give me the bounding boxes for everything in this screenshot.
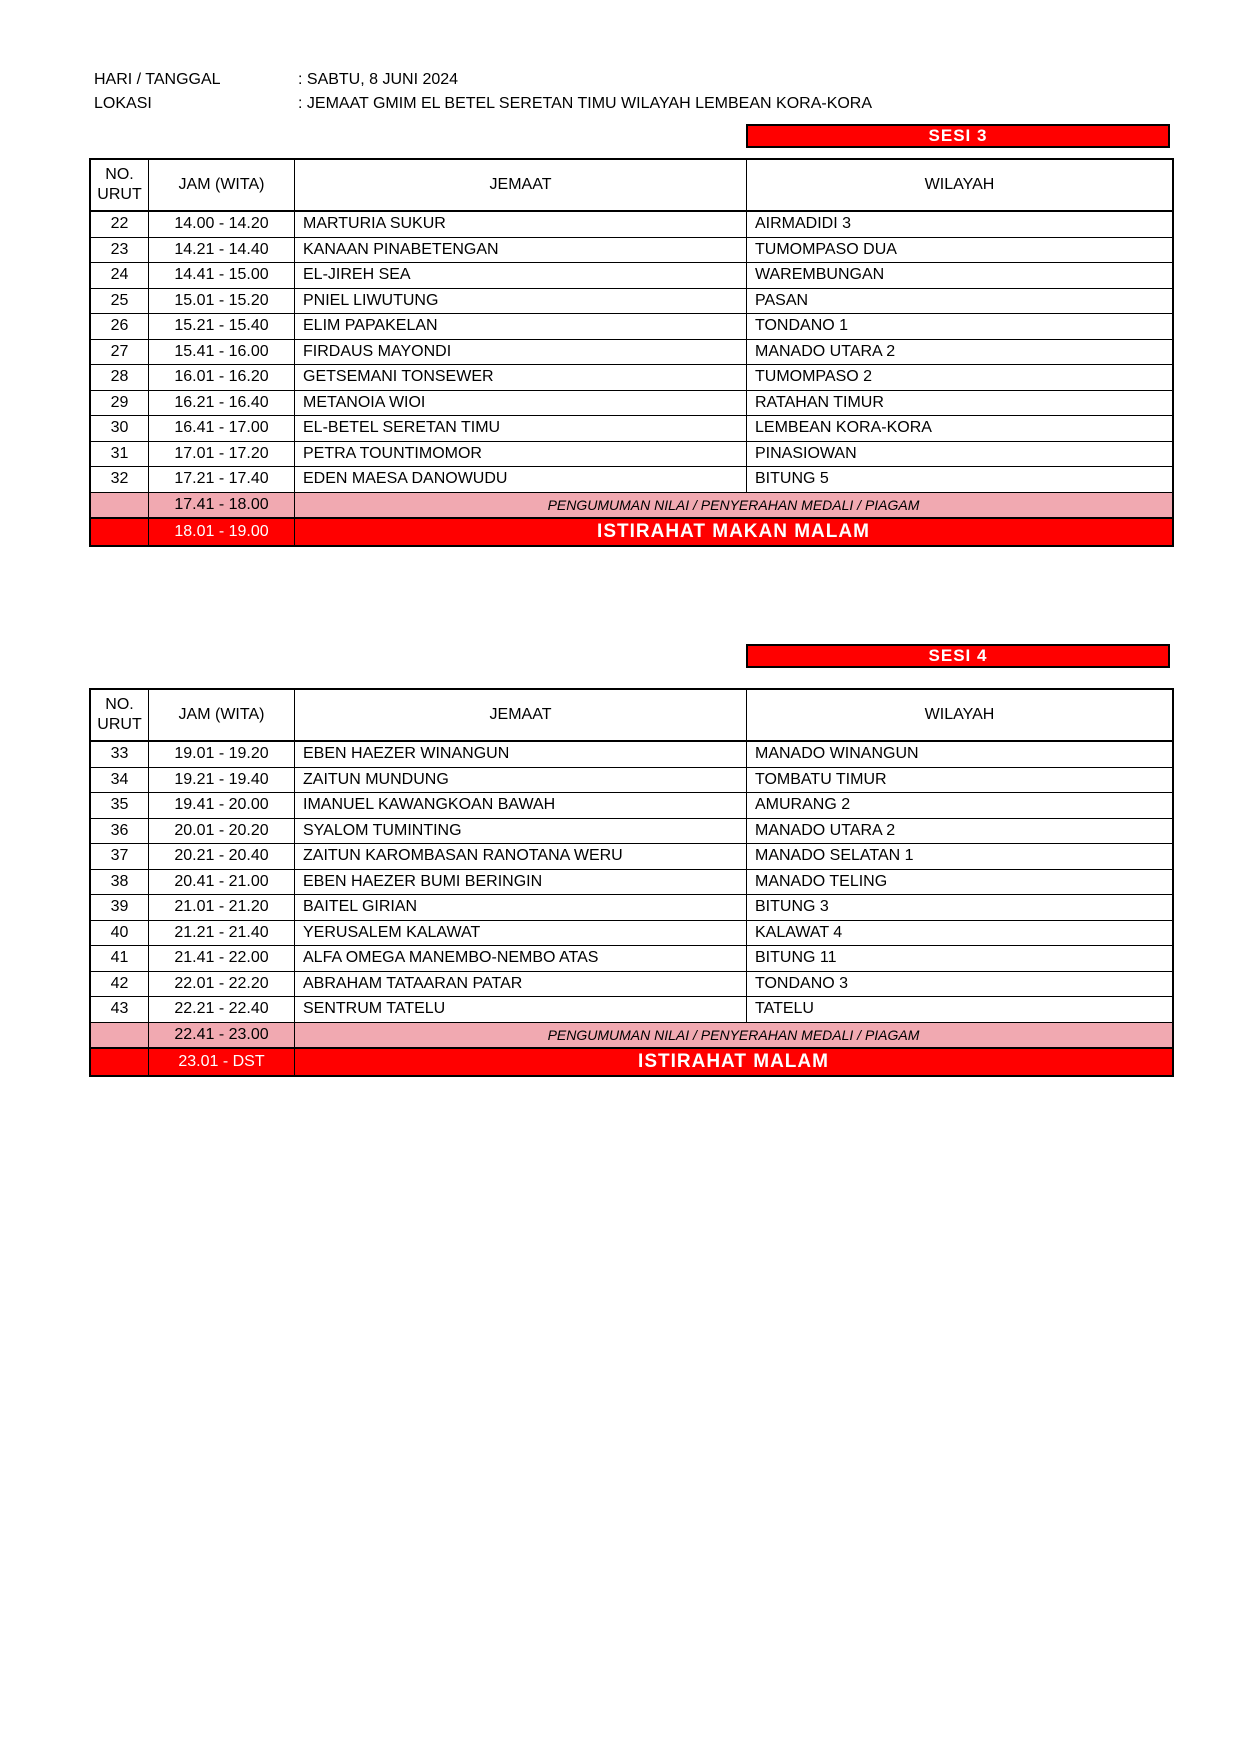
announcement-time: 17.41 - 18.00 <box>149 492 295 518</box>
break-row <box>90 1048 1173 1076</box>
cell-wilayah: TONDANO 1 <box>747 314 1174 340</box>
break-text: ISTIRAHAT MAKAN MALAM <box>295 518 1174 546</box>
cell-no: 40 <box>90 920 149 946</box>
cell-jam: 19.41 - 20.00 <box>149 793 295 819</box>
session-4-schedule-table <box>89 688 1174 1077</box>
cell-jemaat: YERUSALEM KALAWAT <box>295 920 747 946</box>
cell-no: 42 <box>90 971 149 997</box>
table-row <box>90 844 1173 870</box>
cell-jam: 15.21 - 15.40 <box>149 314 295 340</box>
table-row <box>90 441 1173 467</box>
cell-no: 29 <box>90 390 149 416</box>
col-jam-header: JAM (WITA) <box>149 689 295 741</box>
table-row <box>90 971 1173 997</box>
cell-jam: 20.01 - 20.20 <box>149 818 295 844</box>
cell-no: 30 <box>90 416 149 442</box>
cell-jam: 14.21 - 14.40 <box>149 237 295 263</box>
date-row <box>94 68 872 92</box>
cell-jemaat: SENTRUM TATELU <box>295 997 747 1023</box>
cell-jemaat: EBEN HAEZER BUMI BERINGIN <box>295 869 747 895</box>
cell-jam: 21.01 - 21.20 <box>149 895 295 921</box>
cell-jemaat: METANOIA WIOI <box>295 390 747 416</box>
cell-no: 27 <box>90 339 149 365</box>
location-value: : JEMAAT GMIM EL BETEL SERETAN TIMU WILAYAH LEMBEAN KORA-KORA <box>298 95 873 112</box>
cell-jam: 17.21 - 17.40 <box>149 467 295 493</box>
cell-no: 28 <box>90 365 149 391</box>
location-row <box>94 92 872 116</box>
col-no-header: NO. URUT <box>90 159 149 211</box>
cell-jam: 17.01 - 17.20 <box>149 441 295 467</box>
announcement-row <box>90 492 1173 518</box>
cell-no: 36 <box>90 818 149 844</box>
cell-wilayah: LEMBEAN KORA-KORA <box>747 416 1174 442</box>
col-jemaat-header: JEMAAT <box>295 159 747 211</box>
table-row <box>90 416 1173 442</box>
cell-jam: 19.01 - 19.20 <box>149 741 295 767</box>
cell-jemaat: PNIEL LIWUTUNG <box>295 288 747 314</box>
cell-jam: 16.21 - 16.40 <box>149 390 295 416</box>
cell-wilayah: BITUNG 5 <box>747 467 1174 493</box>
cell-jemaat: SYALOM TUMINTING <box>295 818 747 844</box>
cell-wilayah: MANADO SELATAN 1 <box>747 844 1174 870</box>
cell-jemaat: ELIM PAPAKELAN <box>295 314 747 340</box>
table-row <box>90 946 1173 972</box>
cell-no: 43 <box>90 997 149 1023</box>
cell-wilayah: MANADO TELING <box>747 869 1174 895</box>
cell-jam: 16.41 - 17.00 <box>149 416 295 442</box>
table-row <box>90 920 1173 946</box>
cell-jam: 20.41 - 21.00 <box>149 869 295 895</box>
table-row <box>90 365 1173 391</box>
cell-jam: 14.00 - 14.20 <box>149 211 295 237</box>
cell-no: 24 <box>90 263 149 289</box>
cell-wilayah: MANADO WINANGUN <box>747 741 1174 767</box>
cell-jemaat: ZAITUN MUNDUNG <box>295 767 747 793</box>
table-row <box>90 767 1173 793</box>
cell-wilayah: TOMBATU TIMUR <box>747 767 1174 793</box>
cell-no: 31 <box>90 441 149 467</box>
date-label: HARI / TANGGAL <box>94 71 221 88</box>
cell-jemaat: FIRDAUS MAYONDI <box>295 339 747 365</box>
table-row <box>90 997 1173 1023</box>
cell-wilayah: MANADO UTARA 2 <box>747 818 1174 844</box>
cell-jemaat: KANAAN PINABETENGAN <box>295 237 747 263</box>
table-row <box>90 263 1173 289</box>
cell-jemaat: EBEN HAEZER WINANGUN <box>295 741 747 767</box>
cell-jam: 21.41 - 22.00 <box>149 946 295 972</box>
cell-jemaat: PETRA TOUNTIMOMOR <box>295 441 747 467</box>
cell-no: 22 <box>90 211 149 237</box>
table-row <box>90 467 1173 493</box>
cell-no <box>90 518 149 546</box>
session-3-schedule-table <box>89 158 1174 547</box>
cell-jemaat: EL-BETEL SERETAN TIMU <box>295 416 747 442</box>
col-jam-header: JAM (WITA) <box>149 159 295 211</box>
cell-wilayah: AIRMADIDI 3 <box>747 211 1174 237</box>
cell-jemaat: ZAITUN KAROMBASAN RANOTANA WERU <box>295 844 747 870</box>
table-row <box>90 237 1173 263</box>
table-row <box>90 288 1173 314</box>
table-row <box>90 339 1173 365</box>
break-text: ISTIRAHAT MALAM <box>295 1048 1174 1076</box>
cell-jemaat: ABRAHAM TATAARAN PATAR <box>295 971 747 997</box>
cell-no: 25 <box>90 288 149 314</box>
table-row <box>90 869 1173 895</box>
table-header-row <box>90 689 1173 741</box>
cell-jam: 22.21 - 22.40 <box>149 997 295 1023</box>
table-header-row <box>90 159 1173 211</box>
cell-jam: 21.21 - 21.40 <box>149 920 295 946</box>
cell-no: 35 <box>90 793 149 819</box>
cell-wilayah: RATAHAN TIMUR <box>747 390 1174 416</box>
cell-wilayah: MANADO UTARA 2 <box>747 339 1174 365</box>
table-row <box>90 741 1173 767</box>
col-wilayah-header: WILAYAH <box>747 159 1174 211</box>
cell-no: 23 <box>90 237 149 263</box>
col-jemaat-header: JEMAAT <box>295 689 747 741</box>
announcement-time: 22.41 - 23.00 <box>149 1022 295 1048</box>
break-time: 23.01 - DST <box>149 1048 295 1076</box>
cell-wilayah: KALAWAT 4 <box>747 920 1174 946</box>
cell-wilayah: BITUNG 11 <box>747 946 1174 972</box>
col-wilayah-header: WILAYAH <box>747 689 1174 741</box>
cell-no: 26 <box>90 314 149 340</box>
cell-jemaat: EL-JIREH SEA <box>295 263 747 289</box>
cell-no: 32 <box>90 467 149 493</box>
table-row <box>90 818 1173 844</box>
cell-jam: 20.21 - 20.40 <box>149 844 295 870</box>
cell-no: 38 <box>90 869 149 895</box>
table-row <box>90 390 1173 416</box>
session-4-label: SESI 4 <box>746 644 1170 668</box>
cell-no: 41 <box>90 946 149 972</box>
cell-jemaat: GETSEMANI TONSEWER <box>295 365 747 391</box>
col-no-header: NO. URUT <box>90 689 149 741</box>
cell-no <box>90 1048 149 1076</box>
cell-jemaat: IMANUEL KAWANGKOAN BAWAH <box>295 793 747 819</box>
cell-no: 37 <box>90 844 149 870</box>
announcement-text: PENGUMUMAN NILAI / PENYERAHAN MEDALI / PIAGAM <box>295 492 1174 518</box>
cell-no: 39 <box>90 895 149 921</box>
cell-jemaat: MARTURIA SUKUR <box>295 211 747 237</box>
cell-wilayah: AMURANG 2 <box>747 793 1174 819</box>
cell-no <box>90 492 149 518</box>
cell-jemaat: EDEN MAESA DANOWUDU <box>295 467 747 493</box>
cell-wilayah: TATELU <box>747 997 1174 1023</box>
cell-wilayah: TUMOMPASO DUA <box>747 237 1174 263</box>
cell-no: 33 <box>90 741 149 767</box>
cell-no: 34 <box>90 767 149 793</box>
cell-jemaat: BAITEL GIRIAN <box>295 895 747 921</box>
cell-wilayah: WAREMBUNGAN <box>747 263 1174 289</box>
cell-no <box>90 1022 149 1048</box>
session-3-label: SESI 3 <box>746 124 1170 148</box>
date-value: : SABTU, 8 JUNI 2024 <box>298 71 459 88</box>
break-time: 18.01 - 19.00 <box>149 518 295 546</box>
cell-jam: 16.01 - 16.20 <box>149 365 295 391</box>
cell-wilayah: PINASIOWAN <box>747 441 1174 467</box>
cell-jemaat: ALFA OMEGA MANEMBO-NEMBO ATAS <box>295 946 747 972</box>
cell-jam: 15.41 - 16.00 <box>149 339 295 365</box>
cell-jam: 14.41 - 15.00 <box>149 263 295 289</box>
table-row <box>90 314 1173 340</box>
document-header <box>94 68 872 116</box>
table-row <box>90 793 1173 819</box>
location-label: LOKASI <box>94 95 152 112</box>
cell-jam: 22.01 - 22.20 <box>149 971 295 997</box>
announcement-text: PENGUMUMAN NILAI / PENYERAHAN MEDALI / PIAGAM <box>295 1022 1174 1048</box>
cell-wilayah: PASAN <box>747 288 1174 314</box>
table-row <box>90 895 1173 921</box>
table-row <box>90 211 1173 237</box>
announcement-row <box>90 1022 1173 1048</box>
cell-wilayah: BITUNG 3 <box>747 895 1174 921</box>
break-row <box>90 518 1173 546</box>
cell-wilayah: TONDANO 3 <box>747 971 1174 997</box>
cell-wilayah: TUMOMPASO 2 <box>747 365 1174 391</box>
cell-jam: 19.21 - 19.40 <box>149 767 295 793</box>
cell-jam: 15.01 - 15.20 <box>149 288 295 314</box>
